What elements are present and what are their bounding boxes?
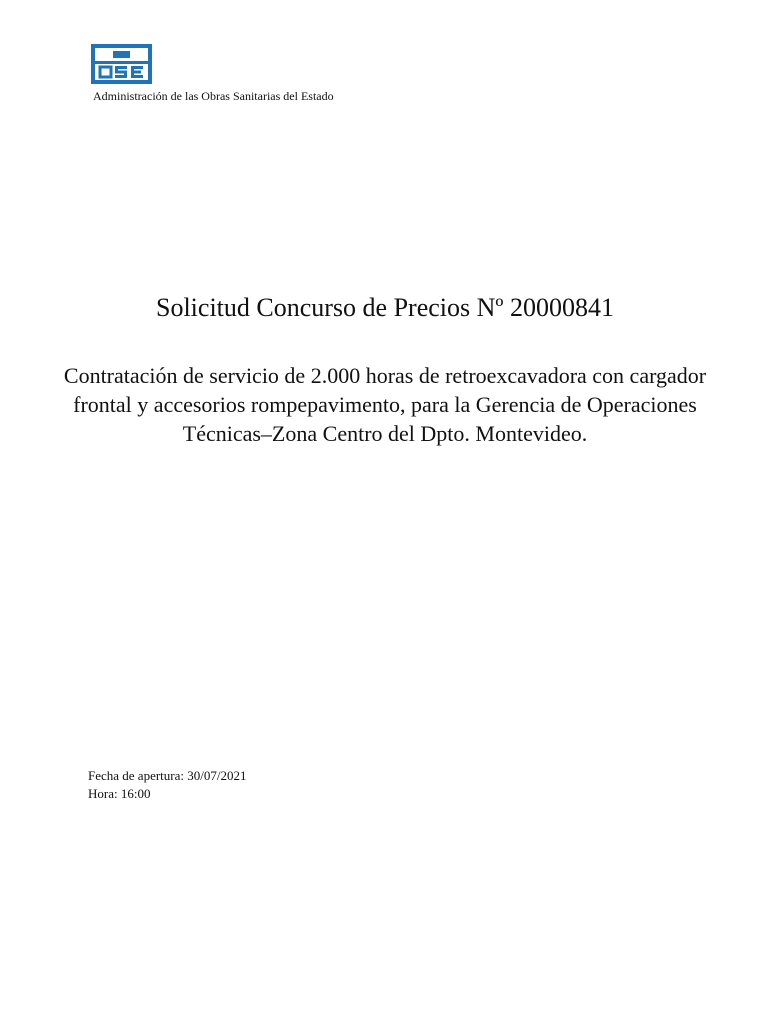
document-title: Solicitud Concurso de Precios Nº 20000841 [156, 293, 614, 322]
opening-date: Fecha de apertura: 30/07/2021 [88, 768, 247, 783]
document-description: Contratación de servicio de 2.000 horas de retroexcavadora con cargador frontal y accesorios rompepavimento, para la Gerencia de Operaciones Técnicas–Zona Centro del Dpto. Montevideo. [63, 363, 707, 446]
organization-name: Administración de las Obras Sanitarias del Estado [93, 89, 334, 103]
opening-info [88, 767, 246, 803]
ose-logo [91, 44, 152, 84]
opening-time: Hora: 16:00 [88, 786, 151, 801]
